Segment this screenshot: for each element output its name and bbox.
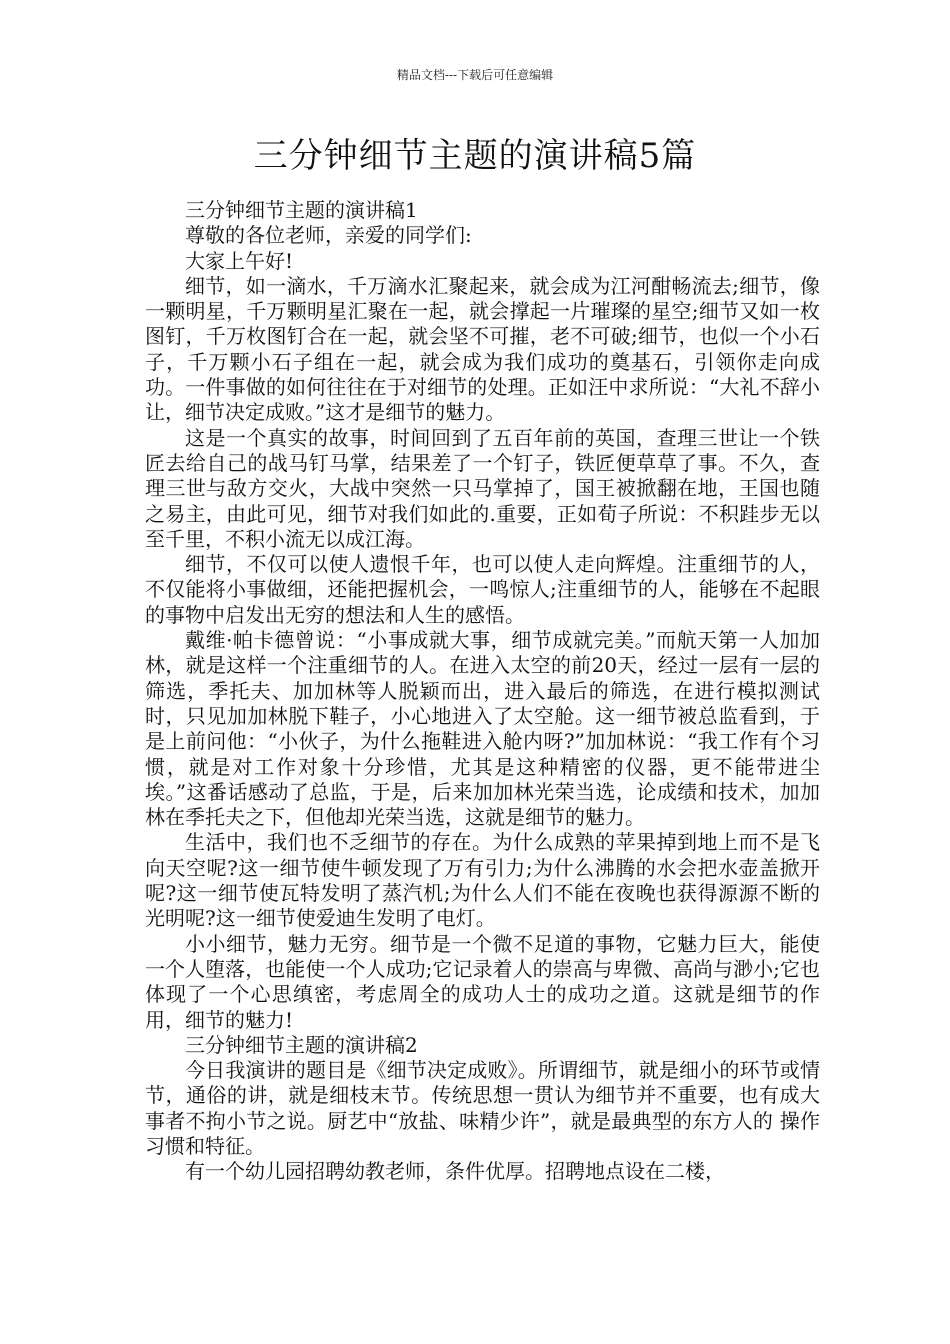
document-body [145,198,820,1185]
header-note: 精品文档---下载后可任意编辑 [396,68,554,82]
paragraph: 细节，不仅可以使人遗恨千年，也可以使人走向辉煌。注重细节的人，不仅能将小事做细，还能把握机会，一鸣惊人;注重细节的人，能够在不起眼的事物中启发出无穷的想法和人生的感悟。 [145,552,820,627]
paragraph: 小小细节，魅力无穷。细节是一个微不足道的事物，它魅力巨大，能使一个人堕落，也能使一个人成功;它记录着人的崇高与卑微、高尚与渺小;它也体现了一个心思缜密，考虑周全的成功人士的成功之道。这就是细节的作用，细节的魅力! [145,931,820,1032]
section-heading: 三分钟细节主题的演讲稿2 [185,1032,418,1057]
paragraph: 有一个幼儿园招聘幼教老师，条件优厚。招聘地点设在二楼， [185,1159,725,1184]
document-title: 三分钟细节主题的演讲稿5篇 [253,136,697,176]
greeting: 大家上午好! [185,248,294,273]
paragraph: 这是一个真实的故事，时间回到了五百年前的英国，查理三世让一个铁匠去给自己的战马钉马掌，结果差了一个钉子，铁匠便草草了事。不久，查理三世与敌方交火，大战中突然一只马掌掉了，国王被掀翻在地，王国也随之易主，由此可见，细节对我们如此的.重要，正如荀子所说：不积跬步无以至千里，不积小流无以成江海。 [145,425,820,551]
section-heading: 三分钟细节主题的演讲稿1 [185,198,418,222]
paragraph: 细节，如一滴水，千万滴水汇聚起来，就会成为江河酣畅流去;细节，像一颗明星，千万颗明星汇聚在一起，就会撑起一片璀璨的星空;细节又如一枚图钉，千万枚图钉合在一起，就会坚不可摧，老不可破;细节，也似一个小石子，千万颗小石子组在一起，就会成为我们成功的奠基石，引领你走向成功。一件事做的如何往往在于对细节的处理。正如汪中求所说：“大礼不辞小让，细节决定成败。”这才是细节的魅力。 [145,273,820,425]
salutation: 尊敬的各位老师，亲爱的同学们: [185,223,472,248]
paragraph: 生活中，我们也不乏细节的存在。为什么成熟的苹果掉到地上而不是飞向天空呢?这一细节使牛顿发现了万有引力;为什么沸腾的水会把水壶盖掀开呢?这一细节使瓦特发明了蒸汽机;为什么人们不能在夜晚也获得源源不断的光明呢?这一细节使爱迪生发明了电灯。 [145,830,820,931]
paragraph: 今日我演讲的题目是《细节决定成败》。所谓细节，就是细小的环节或情节，通俗的讲，就是细枝末节。传统思想一贯认为细节并不重要，也有成大事者不拘小节之说。厨艺中“放盐、味精少许”，就是最典型的东方人的 操作习惯和特征。 [145,1058,820,1158]
paragraph: 戴维·帕卡德曾说：“小事成就大事，细节成就完美。”而航天第一人加加林，就是这样一个注重细节的人。在进入太空的前20天，经过一层有一层的筛选，季托夫、加加林等人脱颖而出，进入最后的筛选，在进行模拟测试时，只见加加林脱下鞋子，小心地进入了太空舱。这一细节被总监看到，于是上前问他：“小伙子，为什么拖鞋进入舱内呀?”加加林说：“我工作有个习惯，就是对工作对象十分珍惜，尤其是这种精密的仪器，更不能带进尘埃。”这番话感动了总监，于是，后来加加林光荣当选，论成绩和技术，加加林在季托夫之下，但他却光荣当选，这就是细节的魅力。 [145,628,820,830]
